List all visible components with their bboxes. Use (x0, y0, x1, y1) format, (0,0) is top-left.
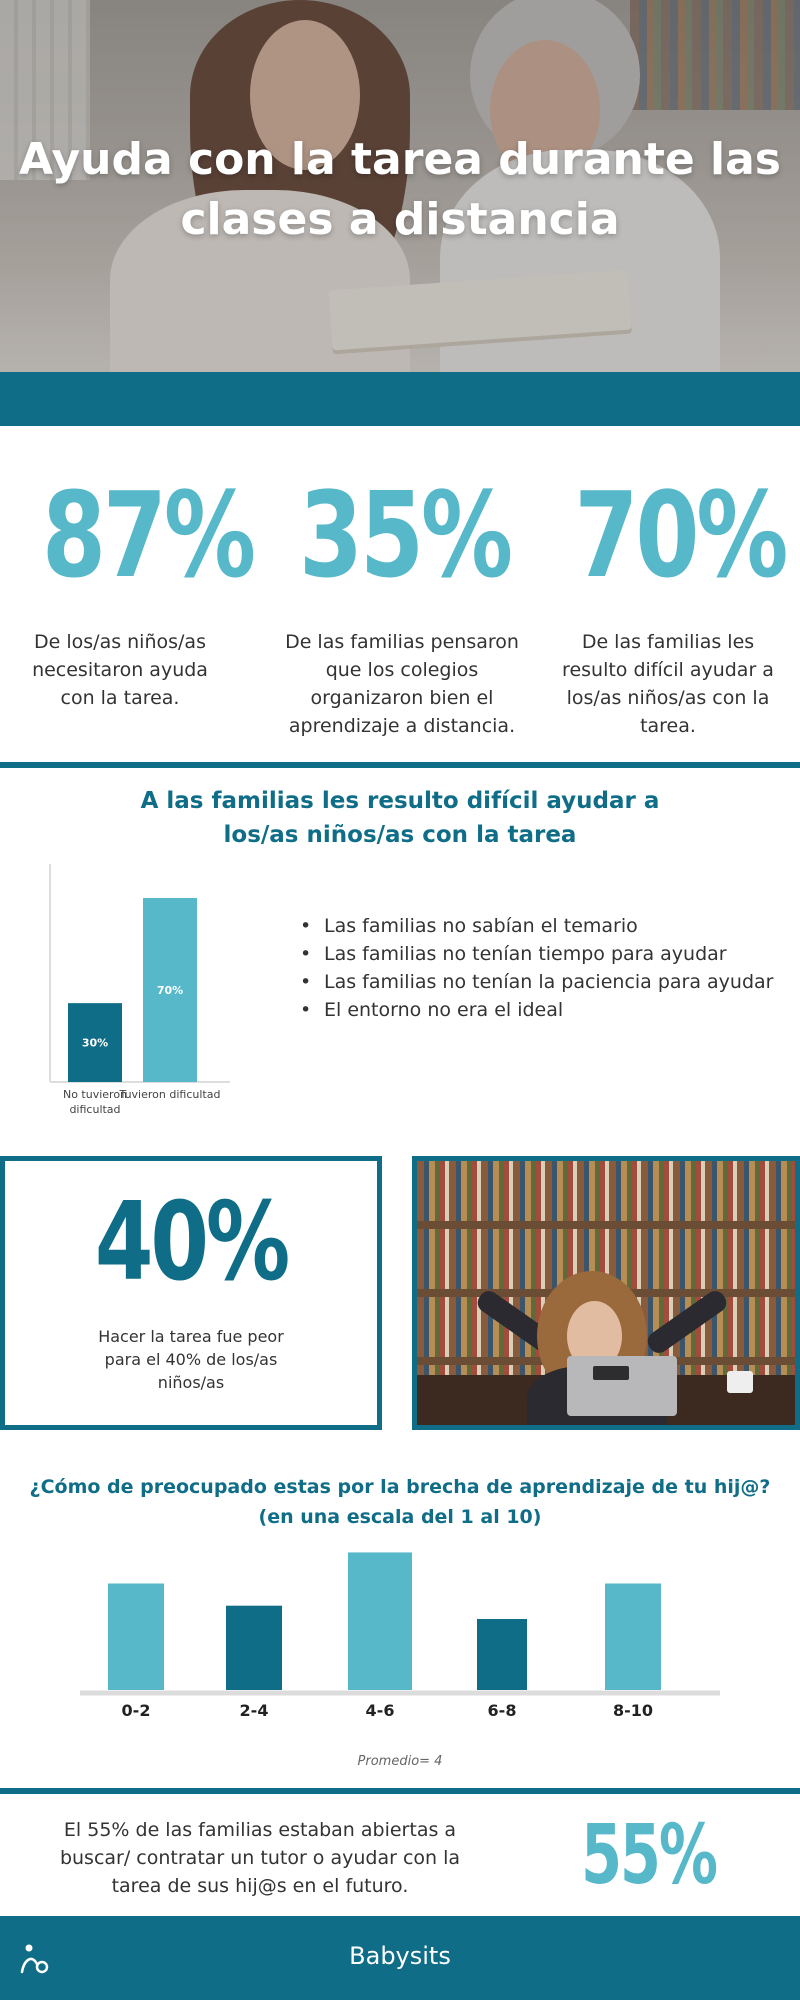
category-label: 4-6 (365, 1701, 395, 1720)
child-photo (412, 1156, 800, 1430)
stat-line: organizaron bien el (310, 687, 494, 709)
stat-line: resulto difícil ayudar a (562, 659, 774, 681)
list-item: • El entorno no era el ideal (300, 996, 780, 1024)
worry-bar-chart (80, 1520, 720, 1720)
stat-line: aprendizaje a distancia. (288, 715, 516, 737)
laptop (567, 1356, 677, 1416)
hero-banner (0, 0, 800, 372)
bar-4-6 (348, 1552, 412, 1690)
stat-line: los/as niños/as con la (566, 687, 770, 709)
worse-stat-box (0, 1156, 382, 1430)
tutor-description: El 55% de las familias estaban abiertas a buscar/ contratar un tutor o ayudar con la tarea de sus hij@s en el futuro. (59, 1819, 461, 1897)
page-title-line2: clases a distancia (180, 194, 620, 245)
bar-0-2 (108, 1584, 164, 1691)
stat-35 (270, 466, 534, 740)
laptop-sticker (593, 1366, 629, 1380)
worry-title-line1: ¿Cómo de preocupado estas por la brecha de aprendizaje de tu hij@? (29, 1476, 771, 1498)
category-label: dificultad (69, 1103, 121, 1116)
bar-data-label: 30% (81, 1036, 109, 1050)
stat-value: 87% (42, 466, 253, 604)
brand-name: Babysits (349, 1942, 451, 1970)
stat-line: tarea. (640, 715, 696, 737)
mug (727, 1371, 753, 1393)
stat-line: De los/as niños/as (34, 631, 206, 653)
stat-line: que los colegios (325, 659, 479, 681)
worse-stat-value: 40% (94, 1180, 288, 1305)
bar-2-4 (226, 1606, 282, 1690)
stat-description (270, 628, 534, 740)
page-title-line1: Ayuda con la tarea durante las (18, 134, 781, 185)
stat-description (548, 628, 788, 740)
category-label: 6-8 (487, 1701, 517, 1720)
list-item: • Las familias no sabían el temario (300, 912, 780, 940)
bar-8-10 (605, 1584, 661, 1691)
difficulty-bar-chart (40, 860, 260, 1130)
stat-value: 35% (299, 466, 510, 604)
category-label: 0-2 (121, 1701, 151, 1720)
footer (0, 1916, 800, 2000)
category-label: 8-10 (612, 1701, 654, 1720)
difficulty-title-line1: A las familias les resulto difícil ayudar a (140, 788, 660, 814)
category-label: No tuvieron (62, 1088, 128, 1101)
reasons-list (300, 912, 780, 1024)
worry-title-line2: (en una escala del 1 al 10) (258, 1506, 542, 1528)
stat-line: necesitaron ayuda (32, 659, 208, 681)
section-divider (0, 1788, 800, 1794)
stat-87 (20, 466, 253, 712)
section-divider (0, 762, 800, 768)
stat-line: De las familias les (581, 631, 755, 653)
list-item: • Las familias no tenían la paciencia para ayudar (300, 968, 780, 996)
stat-line: De las familias pensaron (285, 631, 519, 653)
difficulty-title (0, 784, 800, 852)
page-title (0, 130, 800, 250)
tutor-stat-value: 55% (581, 1808, 716, 1903)
stat-value: 70% (574, 466, 786, 604)
worse-stat-description: Hacer la tarea fue peor para el 40% de los/as niños/as (98, 1327, 284, 1392)
average-note: Promedio= 4 (357, 1754, 443, 1769)
stat-description (20, 628, 220, 712)
category-label: 2-4 (239, 1701, 269, 1720)
difficulty-title-line2: los/as niños/as con la tarea (223, 822, 577, 848)
category-label: Tuvieron dificultad (119, 1088, 221, 1101)
top-band (0, 372, 800, 426)
bar-data-label: 70% (156, 984, 184, 997)
stat-line: con la tarea. (60, 687, 180, 709)
stat-70 (548, 466, 788, 740)
bar-6-8 (477, 1619, 527, 1690)
list-item: • Las familias no tenían tiempo para ayudar (300, 940, 780, 968)
